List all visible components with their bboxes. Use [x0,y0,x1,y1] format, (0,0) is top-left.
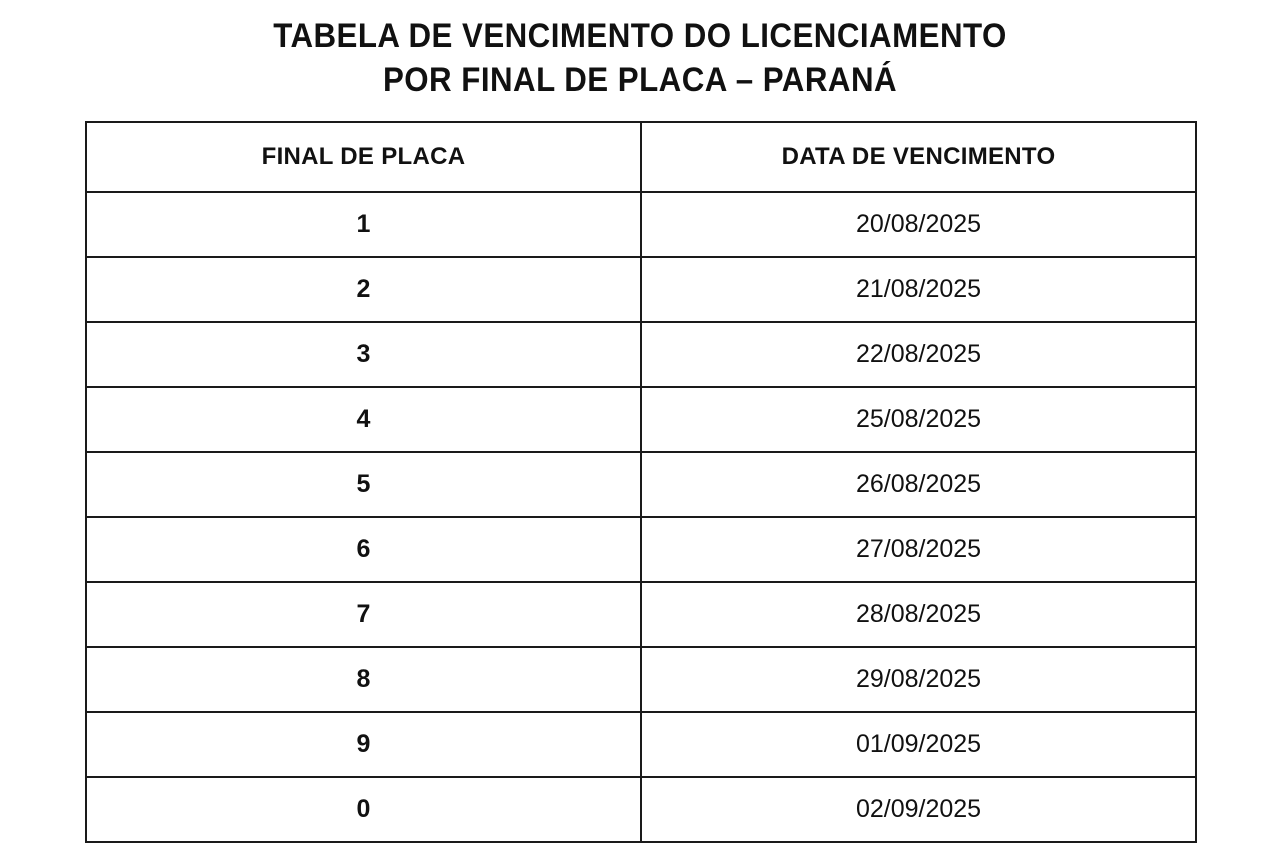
expiration-date-cell: 01/09/2025 [641,712,1196,777]
table-row [86,582,1196,647]
plate-ending-cell: 8 [86,647,641,712]
expiration-date-cell: 21/08/2025 [641,257,1196,322]
expiration-date-cell: 22/08/2025 [641,322,1196,387]
expiration-date-cell: 02/09/2025 [641,777,1196,842]
expiration-date-cell: 25/08/2025 [641,387,1196,452]
header-expiration-date: DATA DE VENCIMENTO [641,122,1196,192]
table-row [86,192,1196,257]
expiration-date-cell: 28/08/2025 [641,582,1196,647]
page-title-line-1: TABELA DE VENCIMENTO DO LICENCIAMENTO [273,17,1007,55]
plate-ending-cell: 1 [86,192,641,257]
table-row [86,387,1196,452]
table-row [86,777,1196,842]
page-title-line-2: POR FINAL DE PLACA – PARANÁ [382,61,898,99]
table-row [86,257,1196,322]
expiration-date-cell: 26/08/2025 [641,452,1196,517]
table-row [86,517,1196,582]
plate-ending-cell: 5 [86,452,641,517]
plate-ending-cell: 4 [86,387,641,452]
table-row [86,712,1196,777]
plate-ending-cell: 3 [86,322,641,387]
plate-ending-cell: 7 [86,582,641,647]
header-plate-ending: FINAL DE PLACA [86,122,641,192]
expiration-date-cell: 20/08/2025 [641,192,1196,257]
expiration-table [85,121,1197,843]
plate-ending-cell: 9 [86,712,641,777]
table-header-row [86,122,1196,192]
expiration-date-cell: 29/08/2025 [641,647,1196,712]
plate-ending-cell: 6 [86,517,641,582]
table-row [86,322,1196,387]
table-row [86,647,1196,712]
plate-ending-cell: 2 [86,257,641,322]
table-row [86,452,1196,517]
expiration-table-container [85,121,1195,843]
plate-ending-cell: 0 [86,777,641,842]
expiration-date-cell: 27/08/2025 [641,517,1196,582]
